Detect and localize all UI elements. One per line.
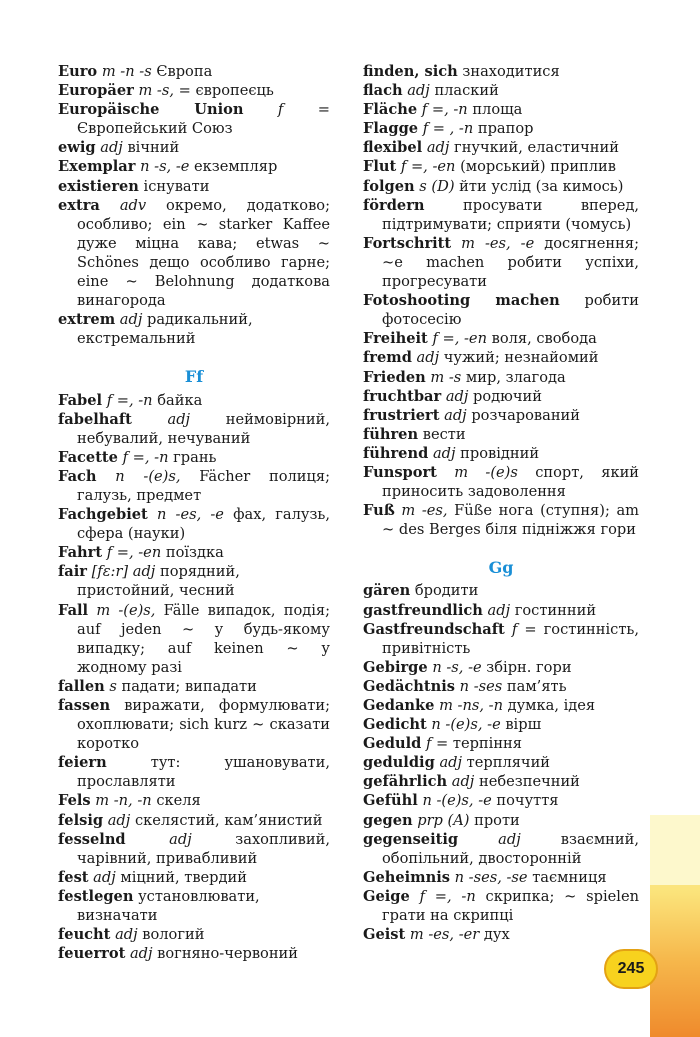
dictionary-entry <box>58 811 330 830</box>
entry-headword: fallen <box>58 677 105 695</box>
entry-translation: вогняно-червоний <box>157 945 299 963</box>
dictionary-entry <box>58 505 330 543</box>
entry-headword: ewig <box>58 139 96 157</box>
entry-grammar: m -es, -e <box>461 234 535 252</box>
entry-grammar: adj <box>451 773 475 791</box>
dictionary-entry <box>363 348 639 367</box>
dictionary-entry <box>58 887 330 925</box>
dictionary-entry <box>363 501 639 539</box>
entry-headword: Fahrt <box>58 544 103 562</box>
dictionary-entry <box>58 791 330 810</box>
entry-grammar: m -s <box>430 368 462 386</box>
entry-headword: Frieden <box>363 368 426 386</box>
dictionary-entry <box>363 291 639 329</box>
entry-grammar: [fε:r] adj <box>91 563 156 581</box>
dictionary-entry <box>363 887 639 925</box>
entry-headword: felsig <box>58 811 104 829</box>
entry-headword: Exemplar <box>58 158 136 176</box>
entry-translation: екземпляр <box>194 158 278 176</box>
entry-headword: Fabel <box>58 391 103 409</box>
dictionary-entry <box>363 620 639 658</box>
entry-translation: скелястий, кам’янистий <box>134 811 323 829</box>
dictionary-entry <box>363 234 639 291</box>
entry-translation: таємниця <box>532 868 607 886</box>
entry-grammar: s (D) <box>419 177 455 195</box>
entry-translation: площа <box>472 101 523 119</box>
entry-headword: feuerrot <box>58 945 126 963</box>
dictionary-entry <box>363 581 639 600</box>
entry-headword: flexibel <box>363 139 423 157</box>
dictionary-entry <box>363 196 639 234</box>
entry-headword: extra <box>58 196 100 214</box>
entry-headword: Flagge <box>363 120 419 138</box>
dictionary-entry <box>363 62 639 81</box>
entry-headword: gegen <box>363 811 413 829</box>
dictionary-entry <box>363 772 639 791</box>
entry-headword: Geist <box>363 926 406 944</box>
dictionary-entry <box>58 543 330 562</box>
entry-headword: Gastfreundschaft <box>363 620 505 638</box>
entry-headword: Europäer <box>58 82 134 100</box>
entry-translation: = гостинність, привітність <box>382 620 640 657</box>
entry-grammar: m -es, <box>401 502 448 520</box>
dictionary-entry <box>363 734 639 753</box>
entry-grammar: f = <box>425 735 449 753</box>
entry-grammar: f =, -n <box>106 391 153 409</box>
entry-grammar: adj <box>107 811 131 829</box>
entry-headword: Geduld <box>363 735 422 753</box>
dictionary-entry <box>363 100 639 119</box>
section-heading-ff: Ff <box>184 367 204 387</box>
entry-grammar: n -(e)s, <box>115 467 181 485</box>
entry-headword: Gedicht <box>363 716 427 734</box>
entry-grammar: f =, -n <box>419 887 476 905</box>
entry-translation: почуття <box>496 792 559 810</box>
entry-headword: gegenseitig <box>363 830 459 848</box>
entry-translation: Fächer полиця; галузь, предмет <box>77 467 331 504</box>
entry-headword: Gedächtnis <box>363 677 456 695</box>
dictionary-entry <box>58 677 330 696</box>
entry-headword: frustriert <box>363 406 440 424</box>
entry-grammar: s <box>109 677 117 695</box>
dictionary-entry <box>58 391 330 410</box>
dictionary-entry <box>363 811 639 830</box>
entry-grammar: adj <box>167 410 191 428</box>
entry-headword: feucht <box>58 926 111 944</box>
entry-translation: поїздка <box>165 544 224 562</box>
entry-translation: дух <box>483 926 510 944</box>
entry-grammar: f =, -en <box>106 544 162 562</box>
dictionary-entry <box>58 62 330 81</box>
entry-translation: мир, злагода <box>465 368 566 386</box>
dictionary-entry <box>58 925 330 944</box>
entry-headword: Fläche <box>363 101 418 119</box>
entry-headword: fassen <box>58 697 111 714</box>
dictionary-entry <box>58 310 330 348</box>
dictionary-entry <box>363 425 639 444</box>
dictionary-entry <box>363 368 639 387</box>
entry-grammar: m -(e)s <box>454 463 518 481</box>
entry-translation: існувати <box>143 177 210 195</box>
entry-headword: fruchtbar <box>363 387 442 405</box>
dictionary-entry <box>363 753 639 772</box>
entry-headword: Geige <box>363 887 410 905</box>
entry-grammar: adj <box>416 349 440 367</box>
section-heading-gg: Gg <box>488 558 514 578</box>
entry-grammar: f <box>277 101 284 119</box>
entry-headword: Fachgebiet <box>58 506 148 524</box>
entry-translation: терпіння <box>452 735 522 753</box>
entry-headword: festlegen <box>58 887 134 905</box>
dictionary-entry <box>58 138 330 157</box>
entry-translation: досягнення; ~e machen робити успіхи, прогресувати <box>382 234 639 291</box>
entry-headword: fabelhaft <box>58 410 132 428</box>
dictionary-entry <box>58 601 330 677</box>
entry-translation: байка <box>157 391 203 409</box>
dictionary-entry <box>363 696 639 715</box>
entry-translation: захопливий, чарівний, привабливий <box>77 830 330 867</box>
entry-translation: небезпечний <box>478 773 580 791</box>
entry-headword: Gebirge <box>363 658 428 676</box>
dictionary-entry <box>363 658 639 677</box>
entry-grammar: adv <box>119 196 147 214</box>
entry-translation: грань <box>173 448 217 466</box>
entry-headword: Europäische Union <box>58 101 244 119</box>
dictionary-entry <box>363 463 639 501</box>
entry-headword: Facette <box>58 448 118 466</box>
dictionary-column-left <box>58 62 330 963</box>
entry-grammar: adj <box>93 868 116 886</box>
entry-grammar: adj <box>129 945 153 963</box>
entry-grammar: adj <box>445 387 469 405</box>
dictionary-column-right <box>363 62 639 944</box>
entry-headword: Fuß <box>363 502 395 520</box>
entry-translation: Fälle випадок, подія; auf jeden ~ у будь-якому випадку; auf keinen ~ у жодному разі <box>77 601 331 676</box>
entry-translation: радикальний, екстремальний <box>77 311 253 348</box>
dictionary-entry <box>363 601 639 620</box>
entry-translation: терплячий <box>466 754 551 772</box>
entry-grammar: f <box>511 620 518 638</box>
dictionary-entry <box>58 944 330 963</box>
entry-translation: тут: ушановувати, прославляти <box>77 754 330 791</box>
entry-grammar: adj <box>444 406 467 424</box>
entry-headword: Gedanke <box>363 697 435 714</box>
entry-grammar: m -s, <box>138 82 174 100</box>
entry-grammar: f =, -n <box>122 448 169 466</box>
entry-headword: Gefühl <box>363 792 418 810</box>
entry-grammar: n -ses <box>459 677 503 695</box>
entry-translation: йти услід (за кимось) <box>459 177 624 195</box>
entry-headword: extrem <box>58 311 116 329</box>
entry-translation: скрипка; ~ spielen грати на скрипці <box>382 887 640 925</box>
entry-translation: взаємний, обопільний, двосторонній <box>382 830 639 867</box>
entry-grammar: m -ns, -n <box>439 697 503 714</box>
dictionary-entry <box>363 925 639 944</box>
entry-headword: fesselnd <box>58 830 126 848</box>
entry-grammar: n -(e)s, -e <box>431 716 501 734</box>
entry-translation: чужий; незнайомий <box>443 349 599 367</box>
entry-translation: пам’ять <box>506 677 567 695</box>
entry-grammar: m -n -s <box>101 63 152 80</box>
entry-translation: збірн. гори <box>486 658 572 676</box>
entry-grammar: f =, -en <box>400 158 456 176</box>
entry-grammar: f =, -n <box>421 101 468 119</box>
entry-translation: прапор <box>477 120 534 138</box>
entry-headword: Freiheit <box>363 330 428 348</box>
dictionary-entry <box>58 562 330 600</box>
entry-translation: вести <box>422 425 466 443</box>
dictionary-entry <box>58 196 330 311</box>
entry-translation: виражати, формулювати; охоплювати; sich kurz ~ сказати коротко <box>77 697 330 753</box>
entry-grammar: adj <box>426 139 450 157</box>
entry-headword: fördern <box>363 196 425 214</box>
dictionary-entry <box>363 406 639 425</box>
dictionary-entry <box>363 830 639 868</box>
entry-translation: провідний <box>460 444 540 462</box>
dictionary-entry <box>363 715 639 734</box>
entry-translation: окремо, додатково; особливо; ein ~ starker Kaffee дуже міцна кава; etwas ~ Schönes дещо особливо гарне; eine ~ Belohnung додаткова винагорода <box>77 196 330 310</box>
entry-grammar: adj <box>432 444 456 462</box>
dictionary-entry <box>58 753 330 791</box>
entry-translation: робити фотосесію <box>382 292 639 329</box>
entry-headword: fest <box>58 868 89 886</box>
entry-translation: (морський) приплив <box>460 158 616 176</box>
entry-headword: führen <box>363 425 419 443</box>
entry-translation: воля, свобода <box>491 330 597 348</box>
entry-headword: feiern <box>58 754 107 772</box>
entry-grammar: adj <box>169 830 192 848</box>
dictionary-entry <box>58 868 330 887</box>
dictionary-entry <box>58 467 330 505</box>
entry-grammar: n -s, -e <box>140 158 190 176</box>
dictionary-entry <box>363 119 639 138</box>
entry-translation: спорт, який приносить задоволення <box>382 463 640 501</box>
entry-translation: просувати вперед, підтримувати; сприяти (чомусь) <box>382 196 640 233</box>
entry-translation: розчарований <box>471 406 581 424</box>
entry-headword: Euro <box>58 63 98 80</box>
entry-headword: führend <box>363 444 429 462</box>
entry-headword: folgen <box>363 177 415 195</box>
entry-translation: падати; випадати <box>121 677 257 695</box>
dictionary-entry <box>363 677 639 696</box>
entry-grammar: adj <box>439 754 463 772</box>
entry-grammar: n -s, -e <box>432 658 482 676</box>
entry-translation: знаходитися <box>462 63 560 80</box>
dictionary-entry <box>363 387 639 406</box>
entry-headword: Funsport <box>363 463 437 481</box>
dictionary-entry <box>58 100 330 138</box>
entry-grammar: n -(e)s, -e <box>422 792 492 810</box>
page-number-badge: 245 <box>604 949 658 989</box>
entry-headword: geduldig <box>363 754 435 772</box>
entry-headword: existieren <box>58 177 139 195</box>
dictionary-entry <box>363 791 639 810</box>
dictionary-entry <box>363 868 639 887</box>
entry-translation: родючий <box>473 387 542 405</box>
entry-translation: Європа <box>156 63 213 80</box>
entry-grammar: f =, -en <box>432 330 487 348</box>
entry-translation: проти <box>474 811 520 829</box>
dictionary-entry <box>363 138 639 157</box>
entry-headword: gefährlich <box>363 773 448 791</box>
entry-grammar: n -es, -e <box>156 506 224 524</box>
entry-grammar: adj <box>119 311 143 329</box>
entry-headword: Geheimnis <box>363 868 450 886</box>
entry-headword: fremd <box>363 349 412 367</box>
entry-headword: Fach <box>58 467 97 485</box>
entry-grammar: prp (A) <box>417 811 470 829</box>
entry-grammar: adj <box>487 601 511 619</box>
entry-headword: fair <box>58 563 87 581</box>
dictionary-entry <box>58 830 330 868</box>
entry-translation: скеля <box>156 792 201 810</box>
entry-grammar: m -n, -n <box>95 792 152 810</box>
dictionary-entry <box>58 410 330 448</box>
entry-translation: порядний, пристойний, чесний <box>77 563 240 600</box>
entry-headword: gären <box>363 582 411 600</box>
entry-translation: вічний <box>127 139 180 157</box>
dictionary-entry <box>58 696 330 753</box>
dictionary-entry <box>58 81 330 100</box>
dictionary-entry <box>58 157 330 176</box>
entry-headword: gastfreundlich <box>363 601 483 619</box>
entry-headword: Flut <box>363 158 397 176</box>
entry-headword: flach <box>363 82 403 100</box>
dictionary-entry <box>58 448 330 467</box>
entry-translation: гнучкий, еластичний <box>454 139 619 157</box>
entry-grammar: adj <box>407 82 430 100</box>
entry-translation: установлювати, визначати <box>77 887 260 925</box>
dictionary-entry <box>363 177 639 196</box>
entry-grammar: adj <box>498 830 521 848</box>
dictionary-entry <box>58 177 330 196</box>
dictionary-entry <box>363 81 639 100</box>
dictionary-entry <box>363 329 639 348</box>
entry-translation: гостинний <box>514 601 597 619</box>
entry-translation: = європеєць <box>178 82 274 100</box>
entry-grammar: m -(e)s, <box>96 601 156 619</box>
entry-grammar: f = , -n <box>422 120 474 138</box>
entry-translation: фах, галузь, сфера (науки) <box>77 506 331 543</box>
entry-translation: Füße нога (ступня); am ~ des Berges біля підніжжя гори <box>382 502 639 539</box>
entry-translation: вологий <box>142 926 205 944</box>
entry-headword: finden, sich <box>363 63 458 80</box>
entry-translation: = Європейський Союз <box>77 101 331 138</box>
dictionary-entry <box>363 444 639 463</box>
entry-headword: Fall <box>58 601 89 619</box>
entry-translation: бродити <box>414 582 479 600</box>
entry-grammar: adj <box>115 926 138 944</box>
entry-translation: неймовірний, небувалий, нечуваний <box>77 410 330 447</box>
entry-grammar: m -es, -er <box>409 926 480 944</box>
page-edge-tab-highlight <box>650 815 700 885</box>
entry-grammar: adj <box>100 139 123 157</box>
entry-translation: думка, ідея <box>507 697 596 714</box>
entry-translation: міцний, твердий <box>120 868 247 886</box>
entry-headword: Fels <box>58 792 91 810</box>
entry-headword: Fotoshooting machen <box>363 292 560 310</box>
entry-translation: вірш <box>505 716 542 734</box>
dictionary-entry <box>363 157 639 176</box>
entry-headword: Fortschritt <box>363 234 452 252</box>
entry-translation: плаский <box>434 82 499 100</box>
entry-grammar: n -ses, -se <box>454 868 528 886</box>
